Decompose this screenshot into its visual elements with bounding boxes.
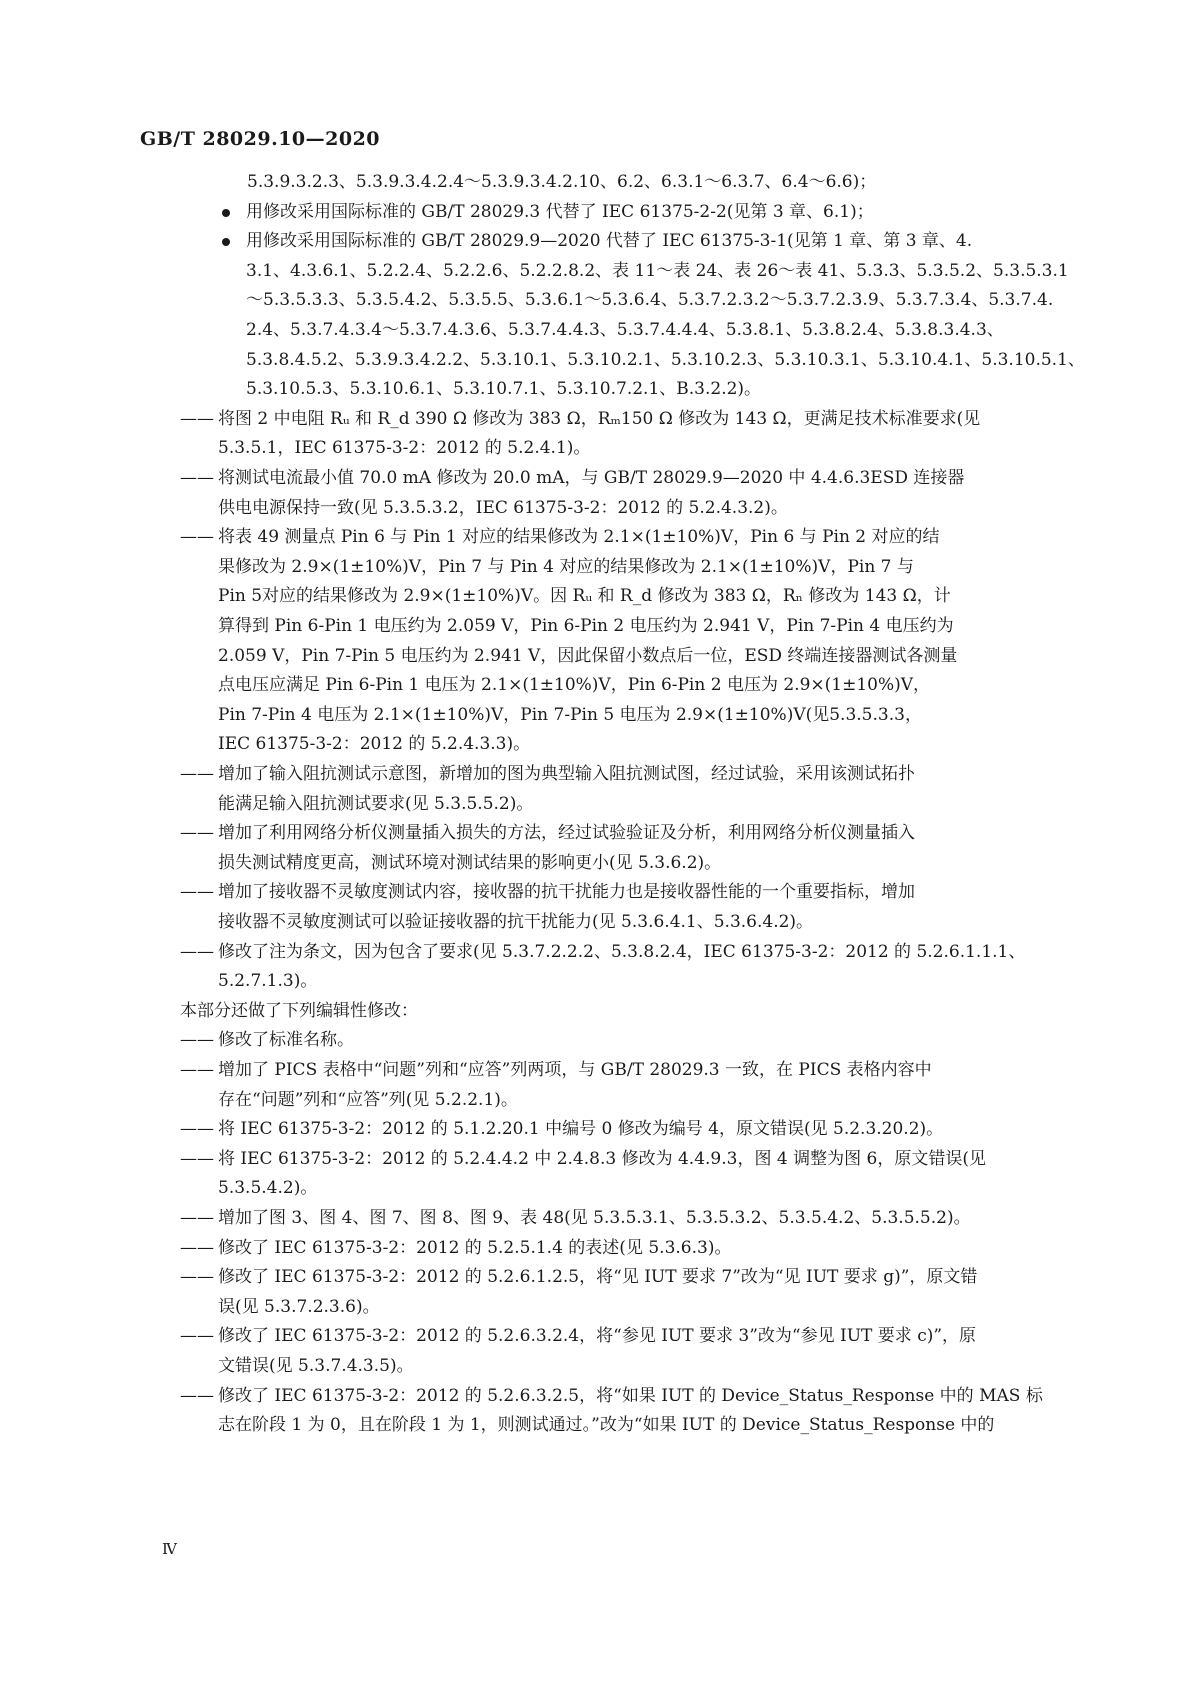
text-line: 用修改采用国际标准的 GB/T 28029.3 代替了 IEC 61375-2-2(见第 3 章、6.1)；	[246, 201, 874, 222]
continuation-line: 5.3.9.3.2.3、5.3.9.3.4.2.4～5.3.9.3.4.2.10、6.2、6.3.1～6.3.7、6.4～6.6)；	[247, 172, 877, 192]
text-line: 5.3.5.4.2)。	[218, 1178, 318, 1199]
page-number: Ⅳ	[162, 1540, 177, 1558]
text-line: 增加了图 3、图 4、图 7、图 8、图 9、表 48(见 5.3.5.3.1、5.3.5.3.2、5.3.5.4.2、5.3.5.5.2)。	[218, 1208, 971, 1228]
dash-mark: ——	[180, 1030, 214, 1051]
text-line: 误(见 5.3.7.2.3.6)。	[218, 1296, 380, 1317]
text-line: 接收器不灵敏度测试可以验证接收器的抗干扰能力(见 5.3.6.4.1、5.3.6.4.2)。	[218, 911, 814, 932]
dash-item-text	[218, 1234, 1048, 1264]
text-line: ～5.3.5.3.3、5.3.5.4.2、5.3.5.5、5.3.6.1～5.3.6.4、5.3.7.2.3.2～5.3.7.2.3.9、5.3.7.3.4、5.3.7.4.	[246, 290, 1054, 311]
dash-item-text	[218, 1322, 1048, 1381]
dash-item-text	[218, 1056, 1048, 1115]
editorial-intro: 本部分还做了下列编辑性修改：	[180, 1000, 418, 1021]
text-line: 修改了注为条文，因为包含了要求(见 5.3.7.2.2.2、5.3.8.2.4，IEC 61375-3-2：2012 的 5.2.6.1.1.1、	[218, 941, 1026, 962]
dash-mark: ——	[180, 764, 214, 784]
text-line: 能满足输入阻抗测试要求(见 5.3.5.5.2)。	[218, 793, 534, 814]
dash-item-text	[218, 878, 1048, 937]
dash-mark: ——	[180, 823, 214, 844]
dash-mark: ——	[180, 1385, 214, 1406]
text-line: 3.1、4.3.6.1、5.2.2.4、5.2.2.6、5.2.2.8.2、表 11～表 24、表 26～表 41、5.3.3、5.3.5.2、5.3.5.3.1	[246, 260, 1069, 281]
text-line: 将 IEC 61375-3-2：2012 的 5.2.4.4.2 中 2.4.8.3 修改为 4.4.9.3，图 4 调整为图 6，原文错误(见	[218, 1148, 986, 1169]
text-line: 修改了 IEC 61375-3-2：2012 的 5.2.6.3.2.4，将“参见 IUT 要求 3”改为“参见 IUT 要求 c)”，原	[218, 1326, 977, 1347]
bullet-item	[246, 198, 1046, 228]
text-line: 修改了 IEC 61375-3-2：2012 的 5.2.6.1.2.5，将“见 IUT 要求 7”改为“见 IUT 要求 g)”，原文错	[218, 1267, 978, 1288]
text-line: 5.3.10.5.3、5.3.10.6.1、5.3.10.7.1、5.3.10.7.2.1、B.3.2.2)。	[246, 379, 762, 400]
text-line: 损失测试精度更高，测试环境对测试结果的影响更小(见 5.3.6.2)。	[218, 852, 722, 873]
text-line: 增加了 PICS 表格中“问题”列和“应答”列两项，与 GB/T 28029.3 一致，在 PICS 表格内容中	[218, 1060, 932, 1080]
dash-item-text	[218, 1115, 1048, 1145]
text-line: 供电电源保持一致(见 5.3.5.3.2，IEC 61375-3-2：2012 的 5.2.4.3.2)。	[218, 497, 788, 518]
standard-number-header: GB/T 28029.10—2020	[140, 128, 381, 150]
text-line: 将图 2 中电阻 Rᵤ 和 R_d 390 Ω 修改为 383 Ω，Rₘ150 Ω 修改为 143 Ω，更满足技术标准要求(见	[218, 408, 981, 429]
text-line: 增加了利用网络分析仪测量插入损失的方法，经过试验验证及分析，利用网络分析仪测量插入	[218, 823, 915, 844]
dash-item-text	[218, 760, 1048, 819]
dash-mark: ——	[180, 941, 214, 962]
dash-mark: ——	[180, 1148, 214, 1169]
text-line: 5.3.8.4.5.2、5.3.9.3.4.2.2、5.3.10.1、5.3.10.2.1、5.3.10.2.3、5.3.10.3.1、5.3.10.4.1、5.3.10.5.1、	[246, 349, 1085, 370]
dash-item-text	[218, 819, 1048, 878]
text-line: 果修改为 2.9×(1±10%)V，Pin 7 与 Pin 4 对应的结果修改为 2.1×(1±10%)V，Pin 7 与	[218, 556, 914, 577]
dash-mark: ——	[180, 1326, 214, 1347]
dash-item-text	[218, 405, 1048, 464]
text-line: 修改了标准名称。	[218, 1030, 354, 1051]
text-line: 修改了 IEC 61375-3-2：2012 的 5.2.6.3.2.5，将“如果 IUT 的 Device_Status_Response 中的 MAS 标	[218, 1385, 1043, 1406]
dash-item-text	[218, 1204, 1048, 1234]
dash-mark: ——	[180, 527, 214, 548]
dash-mark: ——	[180, 468, 214, 488]
text-line: 文错误(见 5.3.7.4.3.5)。	[218, 1355, 414, 1376]
dash-item-text	[218, 1382, 1048, 1441]
dash-mark: ——	[180, 1208, 214, 1228]
text-line: 点电压应满足 Pin 6-Pin 1 电压为 2.1×(1±10%)V，Pin 6-Pin 2 电压为 2.9×(1±10%)V，	[218, 675, 931, 696]
dash-mark: ——	[180, 1267, 214, 1288]
dash-item-text	[218, 938, 1048, 997]
text-line: 增加了输入阻抗测试示意图，新增加的图为典型输入阻抗测试图，经过试验，采用该测试拓扑	[218, 764, 915, 784]
text-line: 2.4、5.3.7.4.3.4～5.3.7.4.3.6、5.3.7.4.4.3、5.3.7.4.4.4、5.3.8.1、5.3.8.2.4、5.3.8.3.4.3、	[246, 319, 1004, 340]
dash-item-text	[218, 1145, 1048, 1204]
dash-item-text	[218, 523, 1048, 760]
bullet-icon	[222, 238, 230, 246]
dash-mark: ——	[180, 1119, 214, 1140]
dash-mark: ——	[180, 1060, 214, 1080]
text-line: Pin 7-Pin 4 电压为 2.1×(1±10%)V，Pin 7-Pin 5 电压为 2.9×(1±10%)V(见5.3.5.3.3，	[218, 704, 922, 725]
text-line: 修改了 IEC 61375-3-2：2012 的 5.2.5.1.4 的表述(见 5.3.6.3)。	[218, 1237, 732, 1258]
text-line: Pin 5对应的结果修改为 2.9×(1±10%)V。因 Rᵤ 和 R_d 修改为 383 Ω，Rₙ 修改为 143 Ω，计	[218, 586, 951, 607]
text-line: 算得到 Pin 6-Pin 1 电压约为 2.059 V，Pin 6-Pin 2 电压约为 2.941 V，Pin 7-Pin 4 电压约为	[218, 615, 954, 636]
text-line: 将测试电流最小值 70.0 mA 修改为 20.0 mA，与 GB/T 28029.9—2020 中 4.4.6.3ESD 连接器	[218, 468, 965, 488]
bullet-icon	[222, 209, 230, 217]
text-line: 增加了接收器不灵敏度测试内容，接收器的抗干扰能力也是接收器性能的一个重要指标，增加	[218, 882, 915, 903]
text-line: 志在阶段 1 为 0，且在阶段 1 为 1，则测试通过。”改为“如果 IUT 的 Device_Status_Response 中的	[218, 1415, 995, 1436]
text-line: 用修改采用国际标准的 GB/T 28029.9—2020 代替了 IEC 61375-3-1(见第 1 章、第 3 章、4.	[246, 231, 973, 252]
dash-mark: ——	[180, 882, 214, 903]
text-line: 5.2.7.1.3)。	[218, 971, 318, 992]
text-line: 2.059 V，Pin 7-Pin 5 电压约为 2.941 V，因此保留小数点后一位，ESD 终端连接器测试各测量	[218, 645, 958, 666]
dash-mark: ——	[180, 1237, 214, 1258]
text-line: 5.3.5.1，IEC 61375-3-2：2012 的 5.2.4.1)。	[218, 438, 591, 459]
text-line: 将表 49 测量点 Pin 6 与 Pin 1 对应的结果修改为 2.1×(1±10%)V，Pin 6 与 Pin 2 对应的结	[218, 527, 940, 548]
text-line: 存在“问题”列和“应答”列(见 5.2.2.1)。	[218, 1089, 518, 1110]
dash-mark: ——	[180, 408, 214, 429]
dash-item-text	[218, 464, 1048, 523]
text-line: 将 IEC 61375-3-2：2012 的 5.1.2.20.1 中编号 0 修改为编号 4，原文错误(见 5.2.3.20.2)。	[218, 1119, 944, 1140]
text-line: IEC 61375-3-2：2012 的 5.2.4.3.3)。	[218, 734, 531, 755]
dash-item-text	[218, 1026, 1048, 1056]
dash-item-text	[218, 1263, 1048, 1322]
bullet-item	[246, 227, 1085, 405]
